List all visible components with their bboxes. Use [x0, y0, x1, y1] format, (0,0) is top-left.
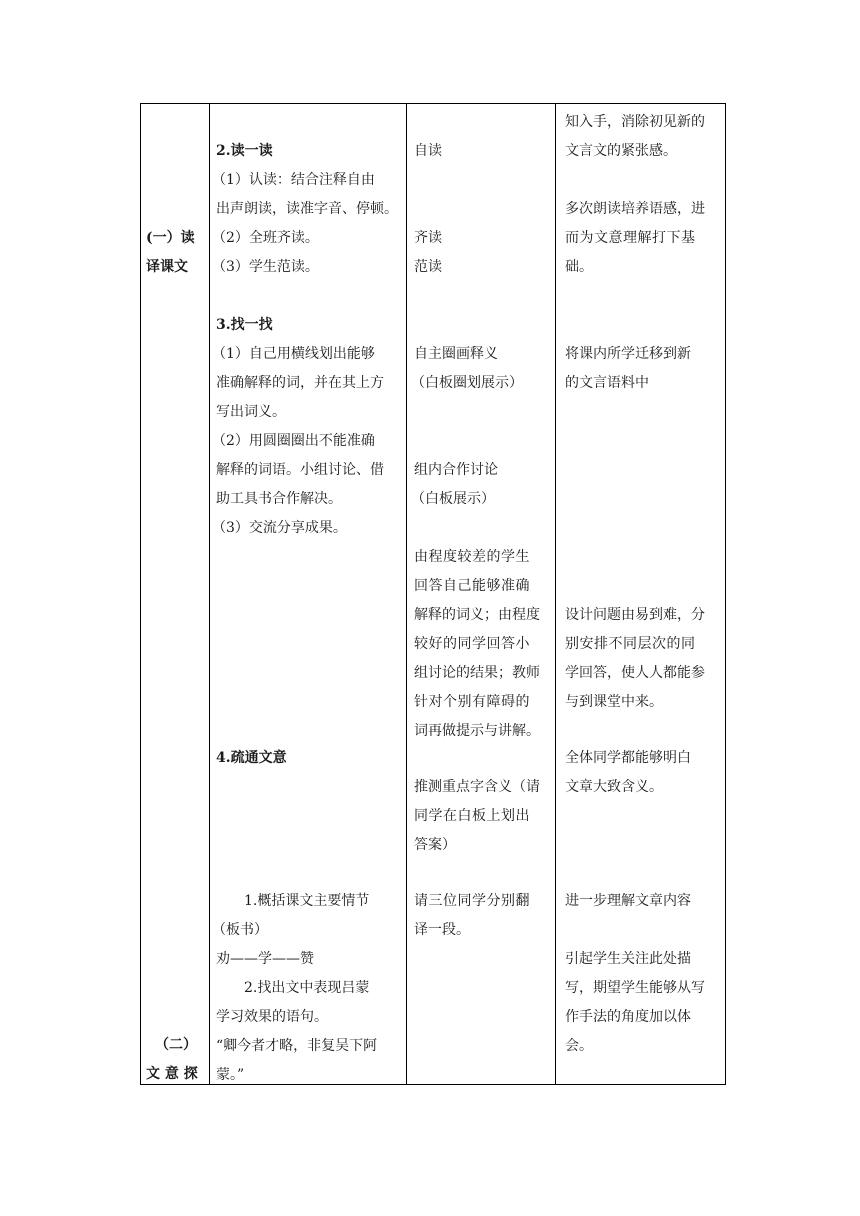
intent-transfer-1: 将课内所学迁移到新	[565, 346, 691, 362]
explore-item-1: 1.概括课文主要情节	[244, 893, 370, 909]
activity-answer-2: 回答自己能够准确	[414, 578, 530, 594]
activity-all-read: 齐读	[414, 230, 442, 246]
activity-answer-1: 由程度较差的学生	[414, 549, 530, 565]
intent-reading-1: 多次朗读培养语感，进	[565, 201, 705, 217]
explore-item-2a: 2.找出文中表现吕蒙	[244, 980, 370, 996]
intent-further: 进一步理解文章内容	[565, 893, 691, 909]
intent-reading-3: 础。	[565, 259, 593, 275]
explore-item-1-note: （板书）	[212, 922, 268, 938]
section-1-label-line-2: 译课文	[146, 259, 188, 275]
intent-design-2: 别安排不同层次的同	[565, 636, 696, 652]
activity-column	[407, 104, 556, 1085]
section-column	[141, 104, 210, 1085]
activity-circle-1: 自主圈画释义	[414, 346, 498, 362]
content-column	[210, 104, 407, 1085]
read-item-1a: （1）认读：结合注释自由	[212, 172, 375, 188]
activity-answer-3: 解释的词义；由程度	[414, 607, 540, 623]
find-item-2b: 解释的词语。小组讨论、借	[216, 462, 384, 478]
intent-understand-1: 全体同学都能够明白	[565, 750, 691, 766]
intent-intro-1: 知入手，消除初见新的	[565, 114, 705, 130]
activity-self-read: 自读	[414, 143, 442, 159]
activity-group-1: 组内合作讨论	[414, 462, 498, 478]
find-item-2a: （2）用圆圈圈出不能准确	[212, 433, 375, 449]
intent-transfer-2: 的文言语料中	[565, 375, 649, 391]
activity-infer-1: 推测重点字含义（请	[414, 779, 540, 795]
activity-answer-4: 较好的同学回答小	[414, 636, 530, 652]
activity-group-2: （白板展示）	[411, 491, 495, 507]
find-item-1a: （1）自己用横线划出能够	[212, 346, 375, 362]
activity-infer-3: 答案）	[414, 837, 456, 853]
find-item-3: （3）交流分享成果。	[212, 520, 347, 536]
intent-design-1: 设计问题由易到难，分	[565, 607, 705, 623]
activity-answer-7: 词再做提示与讲解。	[414, 723, 540, 739]
intent-attention-4: 会。	[565, 1038, 593, 1054]
section-2-label-line-2: 文 意 探	[146, 1066, 198, 1082]
table-row	[141, 104, 726, 1085]
quote-line-1: “卿今者才略，非复吴下阿	[216, 1038, 378, 1054]
section-2-label-line-1: （二）	[155, 1037, 197, 1053]
intent-attention-3: 作手法的角度加以体	[565, 1009, 691, 1025]
activity-answer-5: 组讨论的结果；教师	[414, 665, 540, 681]
intent-design-4: 与到课堂中来。	[565, 694, 663, 710]
intent-attention-2: 写，期望学生能够从写	[565, 980, 705, 996]
intent-reading-2: 而为文意理解打下基	[565, 230, 696, 246]
intent-column	[556, 104, 726, 1085]
intent-design-3: 学回答，使人人都能参	[565, 665, 705, 681]
intent-attention-1: 引起学生关注此处描	[565, 951, 691, 967]
section-1-label-line-1: (一）读	[146, 230, 195, 246]
heading-find: 3.找一找	[216, 317, 273, 333]
find-item-2c: 助工具书合作解决。	[216, 491, 342, 507]
read-item-2: （2）全班齐读。	[212, 230, 319, 246]
lesson-plan-table	[140, 103, 726, 1085]
activity-translate-2: 译一段。	[414, 922, 470, 938]
explore-board-text: 劝——学——赞	[216, 951, 314, 967]
intent-understand-2: 文章大致含义。	[565, 779, 663, 795]
heading-read: 2.读一读	[216, 143, 273, 159]
explore-item-2b: 学习效果的语句。	[216, 1009, 328, 1025]
find-item-1c: 写出词义。	[216, 404, 286, 420]
activity-circle-2: （白板圈划展示）	[411, 375, 523, 391]
activity-answer-6: 针对个别有障碍的	[414, 694, 530, 710]
heading-fluent: 4.疏通文意	[216, 750, 287, 766]
activity-translate-1: 请三位同学分别翻	[414, 893, 530, 909]
intent-intro-2: 文言文的紧张感。	[565, 143, 677, 159]
quote-line-2: 蒙。”	[216, 1067, 245, 1083]
read-item-3: （3）学生范读。	[212, 259, 319, 275]
read-item-1b: 出声朗读，读准字音、停顿。	[216, 201, 398, 217]
activity-infer-2: 同学在白板上划出	[414, 808, 530, 824]
find-item-1b: 准确解释的词，并在其上方	[216, 375, 384, 391]
activity-model-read: 范读	[414, 259, 442, 275]
